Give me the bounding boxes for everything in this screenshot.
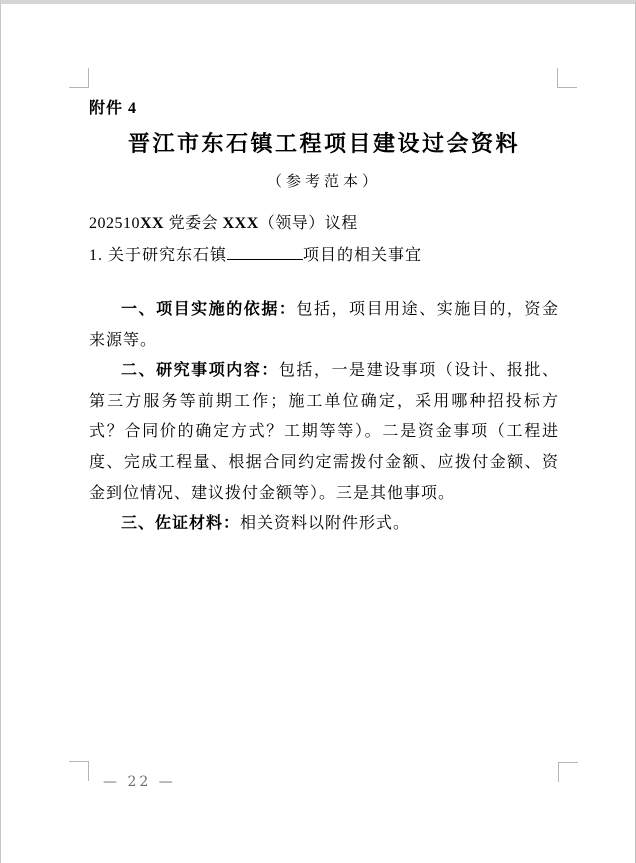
page-number: — 22 —: [103, 774, 176, 790]
agenda-placeholder-xx: XX: [140, 215, 165, 232]
document-title: 晋江市东石镇工程项目建设过会资料: [127, 131, 520, 156]
attachment-label: 附件 4: [89, 100, 138, 117]
paragraph-basis: [89, 295, 559, 356]
item-suffix: 项目的相关事宜: [303, 247, 423, 264]
paragraph-evidence-text: 相关资料以附件形式。: [240, 515, 411, 533]
agenda-line: [89, 210, 559, 233]
paragraph-evidence: [89, 509, 559, 540]
crop-mark-bottom-right-icon: [558, 762, 578, 782]
crop-mark-top-left-icon: [69, 68, 89, 88]
paragraph-content-text: 包括，一是建设事项（设计、报批、第三方服务等前期工作；施工单位确定，采用哪种招投标方式？合同价的确定方式？工期等等）。二是资金事项（工程进度、完成工程量、根据合同约定需拨付金额、应拨付金额、资金到位情况、建议拨付金额等）。三是其他事项。: [89, 362, 559, 502]
paragraph-basis-heading: 一、项目实施的依据：: [121, 301, 297, 318]
crop-mark-bottom-left-icon: [69, 761, 89, 781]
agenda-item-line: [89, 242, 559, 265]
agenda-committee: 党委会: [164, 215, 223, 232]
paragraph-content: [89, 356, 559, 509]
paragraph-content-heading: 二、研究事项内容：: [121, 362, 279, 380]
fill-in-blank-underline: [227, 245, 303, 260]
agenda-date: 202510: [89, 215, 140, 232]
paragraph-basis-text: 包括，项目用途、实施目的，资金来源等。: [89, 301, 559, 349]
agenda-suffix: （领导）议程: [258, 215, 358, 232]
agenda-placeholder-xxx: XXX: [222, 215, 259, 232]
paragraph-evidence-heading: 三、佐证材料：: [121, 515, 241, 533]
document-subtitle: （参考范本）: [266, 174, 381, 190]
item-prefix: 1. 关于研究东石镇: [89, 247, 228, 264]
document-body: [89, 295, 559, 540]
crop-mark-top-right-icon: [557, 68, 577, 88]
